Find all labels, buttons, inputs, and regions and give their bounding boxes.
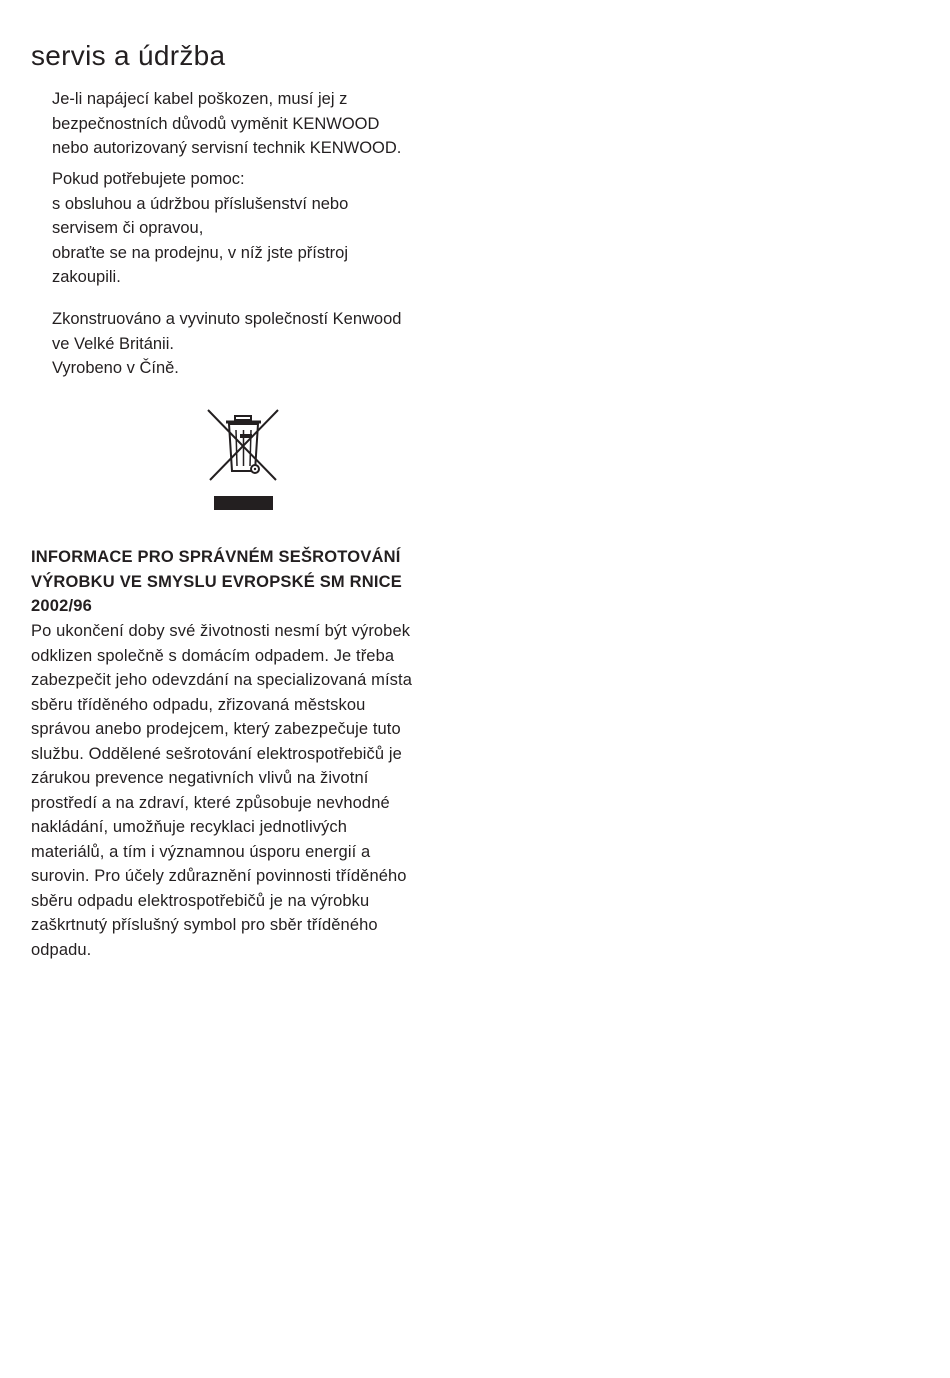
manufacturer-paragraph: Zkonstruováno a vyvinuto společností Kenwood ve Velké Británii. Vyrobeno v Číně. <box>52 310 402 377</box>
disposal-heading: INFORMACE PRO SPRÁVNÉM SEŠROTOVÁNÍ VÝROBKU VE SMYSLU EVROPSKÉ SM RNICE 2002/96 <box>31 548 402 615</box>
page-title: servis a údržba <box>31 40 226 71</box>
crossed-out-wheelie-bin-icon <box>206 408 282 514</box>
service-help-paragraph: Pokud potřebujete pomoc: s obsluhou a údržbou příslušenství nebo servisem či opravou, obraťte se na prodejnu, v níž jste přístroj zakoupili. <box>52 170 349 286</box>
service-cable-paragraph: Je-li napájecí kabel poškozen, musí jej z bezpečnostních důvodů vyměnit KENWOOD nebo autorizovaný servisní technik KENWOOD. <box>52 90 402 157</box>
disposal-body: Po ukončení doby své životnosti nesmí být výrobek odklizen společně s domácím odpadem. Je třeba zabezpečit jeho odevzdání na specializovaná místa sběru tříděného odpadu, zřizovaná městskou správou anebo prodejcem, který zabezpečuje tuto službu. Oddělené sešrotování elektrospotřebičů je zárukou prevence negativních vlivů na životní prostředí a na zdraví, které způsobuje nevhodné nakládání, umožňuje recyklaci jednotlivých materiálů, a tím i významnou úsporu energií a surovin. Pro účely zdůraznění povinnosti tříděného sběru odpadu elektrospotřebičů je na výrobku zaškrtnutý příslušný symbol pro sběr tříděného odpadu. <box>31 622 412 959</box>
